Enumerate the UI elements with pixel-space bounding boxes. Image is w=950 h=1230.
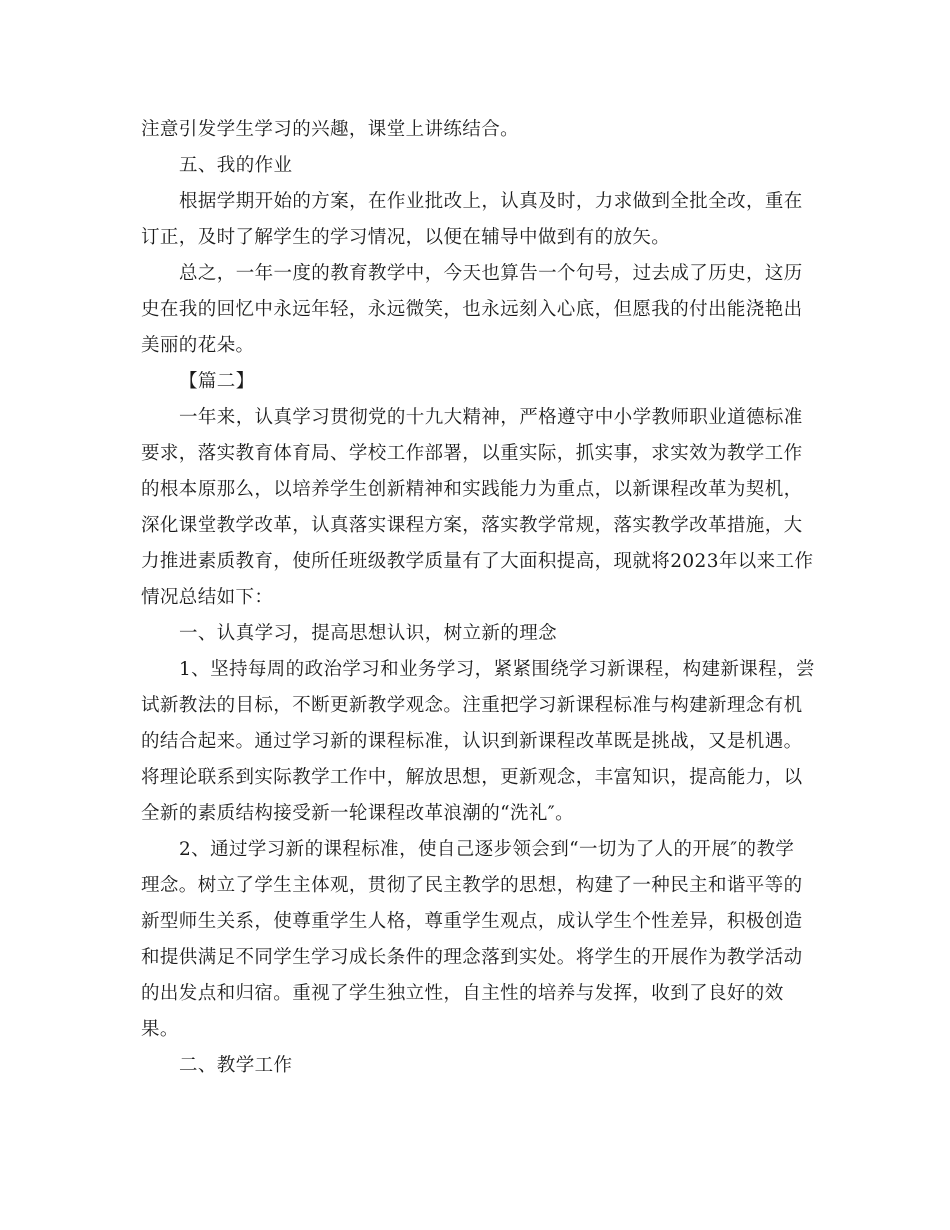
- paragraph-continuation: [141, 112, 811, 148]
- text-line: 理念。树立了学生主体观，贯彻了民主教学的思想，构建了一种民主和谐平等的: [141, 875, 803, 896]
- text-line: 将理论联系到实际教学工作中，解放思想，更新观念，丰富知识，提高能力，以: [141, 767, 803, 788]
- text-line: 试新教法的目标，不断更新教学观念。注重把学习新课程标准与构建新理念有机: [141, 695, 803, 716]
- text-line: 总之，一年一度的教育教学中，今天也算告一个句号，过去成了历史，这历: [179, 263, 803, 284]
- paragraph-intro: [141, 400, 814, 616]
- text-line: 果。: [141, 1019, 179, 1040]
- text-line: 情况总结如下：: [141, 587, 274, 608]
- paragraph-conclusion: [141, 256, 811, 364]
- heading-line: 一、认真学习，提高思想认识，树立新的理念: [179, 623, 558, 644]
- text-line: 根据学期开始的方案，在作业批改上，认真及时，力求做到全批全改，重在: [179, 191, 803, 212]
- text-line: 和提供满足不同学生学习成长条件的理念落到实处。将学生的开展作为教学活动: [141, 947, 803, 968]
- text-line: 的结合起来。通过学习新的课程标准，认识到新课程改革既是挑战，又是机遇。: [141, 731, 803, 752]
- text-line: 力推进素质教育，使所任班级教学质量有了大面积提高，现就将2023年以来工作: [141, 551, 814, 572]
- paragraph-point-one: [141, 652, 815, 832]
- section-heading-my-homework: [141, 148, 811, 184]
- text-line: 订正，及时了解学生的学习情况，以便在辅导中做到有的放矢。: [141, 227, 671, 248]
- section-heading-teaching-work: [141, 1048, 811, 1084]
- document-body: [141, 112, 815, 1084]
- paragraph-point-two: [141, 832, 811, 1048]
- text-line: 全新的素质结构接受新一轮课程改革浪潮的“洗礼″。: [141, 803, 574, 824]
- text-line: 的根本原那么，以培养学生创新精神和实践能力为重点，以新课程改革为契机，: [141, 479, 803, 500]
- heading-line: 五、我的作业: [179, 155, 293, 176]
- text-line: 美丽的花朵。: [141, 335, 255, 356]
- text-line: 深化课堂教学改革，认真落实课程方案，落实教学常规，落实教学改革措施，大: [141, 515, 803, 536]
- heading-line: 二、教学工作: [179, 1055, 293, 1076]
- text-line: 要求，落实教育体育局、学校工作部署，以重实际，抓实事，求实效为教学工作: [141, 443, 803, 464]
- text-line: 新型师生关系，使尊重学生人格，尊重学生观点，成认学生个性差异，积极创造: [141, 911, 803, 932]
- text-line: 的出发点和归宿。重视了学生独立性，自主性的培养与发挥，收到了良好的效: [141, 983, 784, 1004]
- section-heading-part-two: [141, 364, 811, 400]
- text-line: 注意引发学生学习的兴趣，课堂上讲练结合。: [141, 119, 520, 140]
- text-line: 一年来，认真学习贯彻党的十九大精神，严格遵守中小学教师职业道德标准: [179, 407, 803, 428]
- paragraph-homework: [141, 184, 811, 256]
- heading-line: 【篇二】: [179, 371, 255, 392]
- text-line: 史在我的回忆中永远年轻，永远微笑，也永远刻入心底，但愿我的付出能浇艳出: [141, 299, 803, 320]
- text-line: 2、通过学习新的课程标准，使自己逐步领会到“一切为了人的开展″的教学: [179, 839, 795, 860]
- text-line: 1、坚持每周的政治学习和业务学习，紧紧围绕学习新课程，构建新课程，尝: [179, 659, 815, 680]
- section-heading-study: [141, 616, 811, 652]
